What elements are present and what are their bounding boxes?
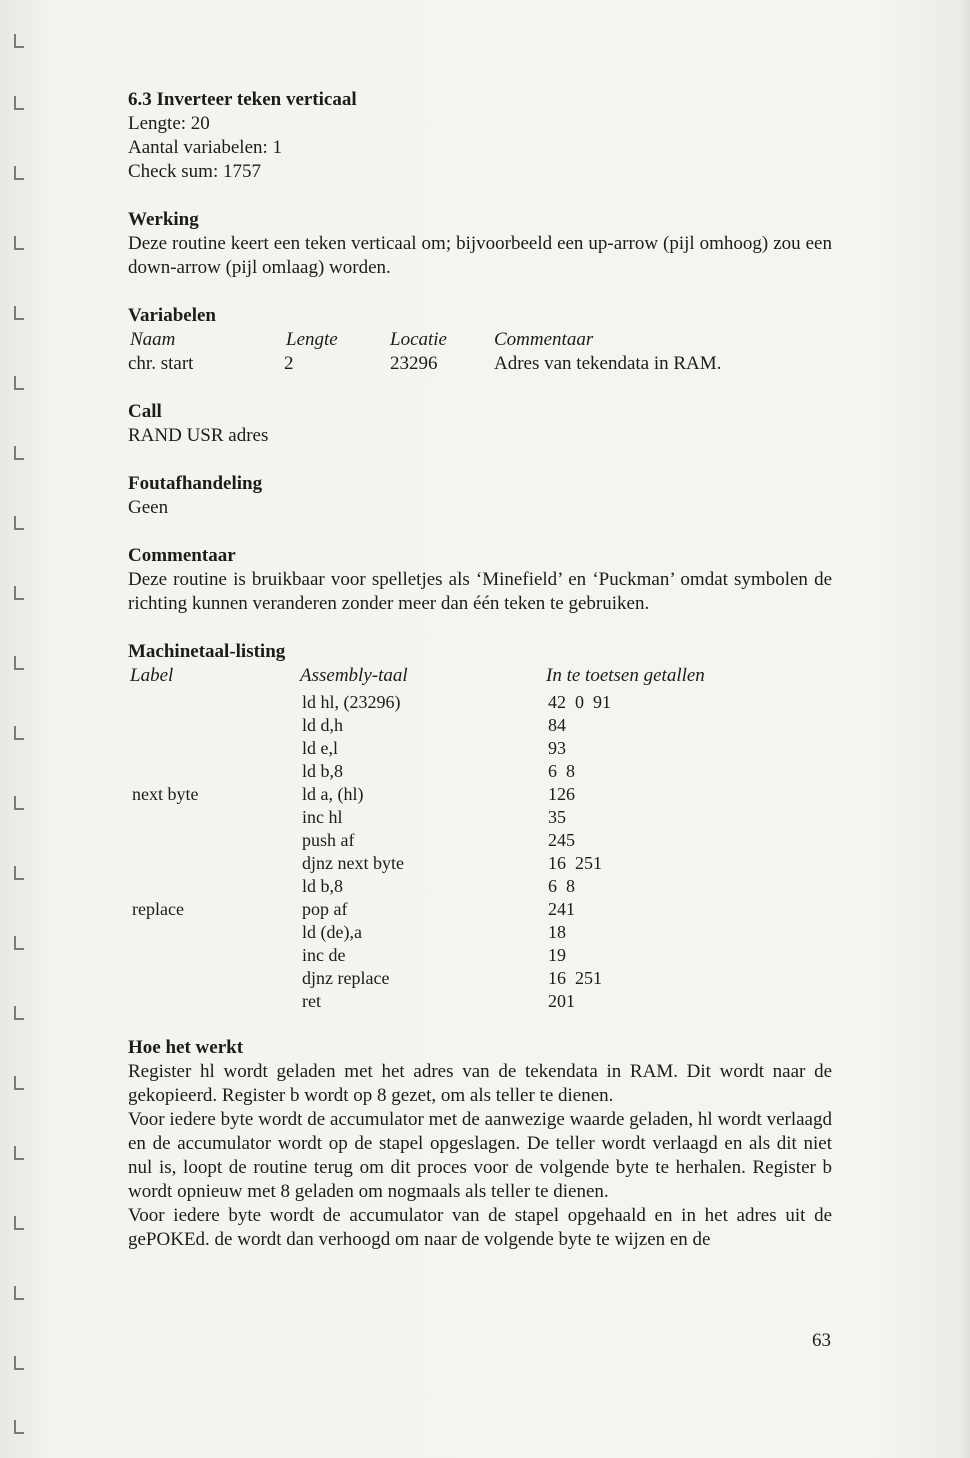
- var-header-lengte: Lengte: [286, 329, 338, 350]
- listing-assembly: inc de: [302, 945, 346, 965]
- hoe-paragraph-2: Voor iedere byte wordt de accumulator met de aanwezige waarde geladen, hl wordt verlaagd en de accumulator wordt op de stapel opgeslagen. De teller wordt verlaagd en als dit niet nul is, loopt de routine terug om dit proces voor de volgende byte te herhalen. Register b wordt opnieuw met 8 geladen om nogmaals als teller te dienen.: [128, 1109, 832, 1202]
- listing-numbers: 84: [548, 715, 566, 735]
- listing-row: [128, 966, 832, 989]
- page-content: [128, 88, 832, 1252]
- listing-row: [128, 690, 832, 713]
- hoe-heading: Hoe het werkt: [128, 1037, 244, 1058]
- var-locatie-value: 23296: [390, 353, 438, 374]
- listing-row: [128, 874, 832, 897]
- listing-header-row: [128, 664, 832, 690]
- section-title: 6.3 Inverteer teken verticaal: [128, 89, 357, 110]
- foutafhandeling-heading: Foutafhandeling: [128, 473, 263, 494]
- listing-numbers: 6 8: [548, 876, 575, 896]
- commentaar-heading: Commentaar: [128, 545, 236, 566]
- foutafhandeling-text: Geen: [128, 497, 169, 518]
- listing-numbers: 93: [548, 738, 566, 758]
- variabelen-heading: Variabelen: [128, 305, 216, 326]
- meta-check-sum: Check sum: 1757: [128, 161, 261, 182]
- listing-row: [128, 759, 832, 782]
- listing-numbers: 19: [548, 945, 566, 965]
- listing-numbers: 18: [548, 922, 566, 942]
- listing-label: next byte: [132, 784, 199, 804]
- listing-assembly: ld d,h: [302, 715, 344, 735]
- listing-numbers: 16 251: [548, 853, 602, 873]
- hoe-paragraph-3: Voor iedere byte wordt de accumulator van de stapel opgehaald en in het adres uit de gePOKEd. de wordt dan verhoogd om naar de volgende byte te wijzen en de: [128, 1205, 832, 1250]
- call-text: RAND USR adres: [128, 425, 269, 446]
- listing-assembly: ld b,8: [302, 876, 344, 896]
- listing-assembly: pop af: [302, 899, 348, 919]
- machine-code-listing: [128, 664, 832, 1012]
- listing-assembly: ld e,l: [302, 738, 338, 758]
- listing-assembly: ret: [302, 991, 321, 1011]
- var-header-commentaar: Commentaar: [494, 329, 594, 350]
- listing-row: [128, 920, 832, 943]
- listing-numbers: 201: [548, 991, 575, 1011]
- listing-numbers: 35: [548, 807, 566, 827]
- listing-assembly: djnz replace: [302, 968, 390, 988]
- listing-numbers: 6 8: [548, 761, 575, 781]
- var-header-locatie: Locatie: [390, 329, 447, 350]
- meta-variable-count: Aantal variabelen: 1: [128, 137, 283, 158]
- listing-numbers: 42 0 91: [548, 692, 611, 712]
- werking-heading: Werking: [128, 209, 199, 230]
- listing-row: [128, 805, 832, 828]
- var-lengte-value: 2: [284, 353, 294, 374]
- meta-length: Lengte: 20: [128, 113, 210, 134]
- listing-row: [128, 943, 832, 966]
- listing-assembly: push af: [302, 830, 355, 850]
- listing-numbers: 126: [548, 784, 575, 804]
- listing-assembly: djnz next byte: [302, 853, 404, 873]
- commentaar-text: Deze routine is bruikbaar voor spelletjes als ‘Minefield’ en ‘Puckman’ omdat symbolen de richting kunnen veranderen zonder meer dan één teken te gebruiken.: [128, 569, 832, 614]
- listing-numbers: 241: [548, 899, 575, 919]
- listing-numbers: 245: [548, 830, 575, 850]
- hoe-paragraph-1: Register hl wordt geladen met het adres van de tekendata in RAM. Dit wordt naar de gekopieerd. Register b wordt op 8 gezet, om als teller te dienen.: [128, 1061, 832, 1106]
- listing-label: replace: [132, 899, 184, 919]
- page-number: 63: [812, 1330, 831, 1351]
- listing-assembly: ld (de),a: [302, 922, 362, 942]
- listing-row: [128, 782, 832, 805]
- listing-header-assembly: Assembly-taal: [300, 665, 408, 686]
- listing-row: [128, 851, 832, 874]
- listing-header-label: Label: [130, 665, 174, 686]
- listing-row: [128, 736, 832, 759]
- call-heading: Call: [128, 401, 162, 422]
- listing-heading: Machinetaal-listing: [128, 641, 286, 662]
- variabelen-table: [128, 328, 832, 376]
- listing-numbers: 16 251: [548, 968, 602, 988]
- listing-assembly: ld a, (hl): [302, 784, 364, 804]
- binding-marks: [14, 0, 28, 1458]
- listing-header-numbers: In te toetsen getallen: [546, 665, 705, 686]
- listing-assembly: inc hl: [302, 807, 343, 827]
- listing-row: [128, 897, 832, 920]
- listing-assembly: ld hl, (23296): [302, 692, 401, 712]
- var-commentaar-value: Adres van tekendata in RAM.: [494, 353, 722, 374]
- werking-text: Deze routine keert een teken verticaal om; bijvoorbeeld een up-arrow (pijl omhoog) zou een down-arrow (pijl omlaag) worden.: [128, 233, 832, 278]
- page-edge-shadow: [960, 0, 970, 1458]
- listing-row: [128, 989, 832, 1012]
- listing-row: [128, 828, 832, 851]
- listing-row: [128, 713, 832, 736]
- var-naam-value: chr. start: [128, 353, 194, 374]
- var-header-naam: Naam: [130, 329, 176, 350]
- listing-assembly: ld b,8: [302, 761, 344, 781]
